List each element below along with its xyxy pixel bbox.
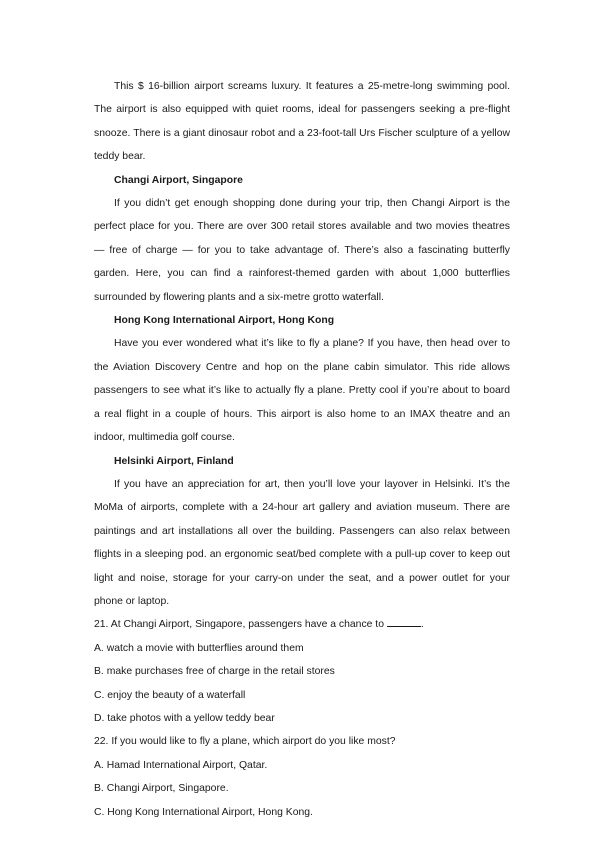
helsinki-heading: Helsinki Airport, Finland <box>114 455 234 467</box>
question-22: 22. If you would like to fly a plane, which airport do you like most? <box>94 736 396 748</box>
helsinki-paragraph: If you have an appreciation for art, then you’ll love your layover in Helsinki. It’s the MoMa of airports, complete with a 24-hour art gallery and aviation museum. There are paintings and art installations all over the building. Passengers can also relax between flights in a sleeping pod. an ergonomic seat/bed complete with a pull-up cover to keep out light and noise, storage for your carry-on under the seat, and a power outlet for your phone or laptop. <box>94 478 510 607</box>
q21-option-d: D. take photos with a yellow teddy bear <box>94 712 275 724</box>
q22-option-a: A. Hamad International Airport, Qatar. <box>94 759 268 771</box>
answer-blank <box>387 616 421 627</box>
hongkong-heading: Hong Kong International Airport, Hong Kong <box>114 315 335 327</box>
hamad-paragraph: This $ 16-billion airport screams luxury. It features a 25-metre-long swimming pool. The airport is also equipped with quiet rooms, ideal for passengers seeking a pre-flight snooze. There is a giant dinosaur robot and a 23-foot-tall Urs Fischer sculpture of a yellow teddy bear. <box>94 81 510 163</box>
hongkong-paragraph: Have you ever wondered what it’s like to fly a plane? If you have, then head over to the Aviation Discovery Centre and hop on the plane cabin simulator. This ride allows passengers to see what it’s like to actually fly a plane. Pretty cool if you’re about to board a real flight in a couple of hours. This airport is also home to an IMAX theatre and an indoor, multimedia golf course. <box>94 338 510 444</box>
q21-option-b: B. make purchases free of charge in the retail stores <box>94 666 335 678</box>
changi-paragraph: If you didn’t get enough shopping done during your trip, then Changi Airport is the perfect place for you. There are over 300 retail stores available and two movies theatres — free of charge — for you to take advantage of. There’s also a fascinating butterfly garden. Here, you can find a rainforest-themed garden with about 1,000 butterflies surrounded by flowering plants and a six-metre grotto waterfall. <box>94 198 510 303</box>
question-21 <box>94 613 510 636</box>
q22-option-b: B. Changi Airport, Singapore. <box>94 783 229 795</box>
changi-heading: Changi Airport, Singapore <box>114 174 243 186</box>
question-21-stem: 21. At Changi Airport, Singapore, passengers have a chance to <box>94 619 384 631</box>
document-body <box>94 75 510 824</box>
question-21-end: . <box>420 619 424 631</box>
q22-option-c: C. Hong Kong International Airport, Hong Kong. <box>94 806 313 818</box>
q21-option-a: A. watch a movie with butterflies around them <box>94 642 304 654</box>
q21-option-c: C. enjoy the beauty of a waterfall <box>94 689 246 701</box>
